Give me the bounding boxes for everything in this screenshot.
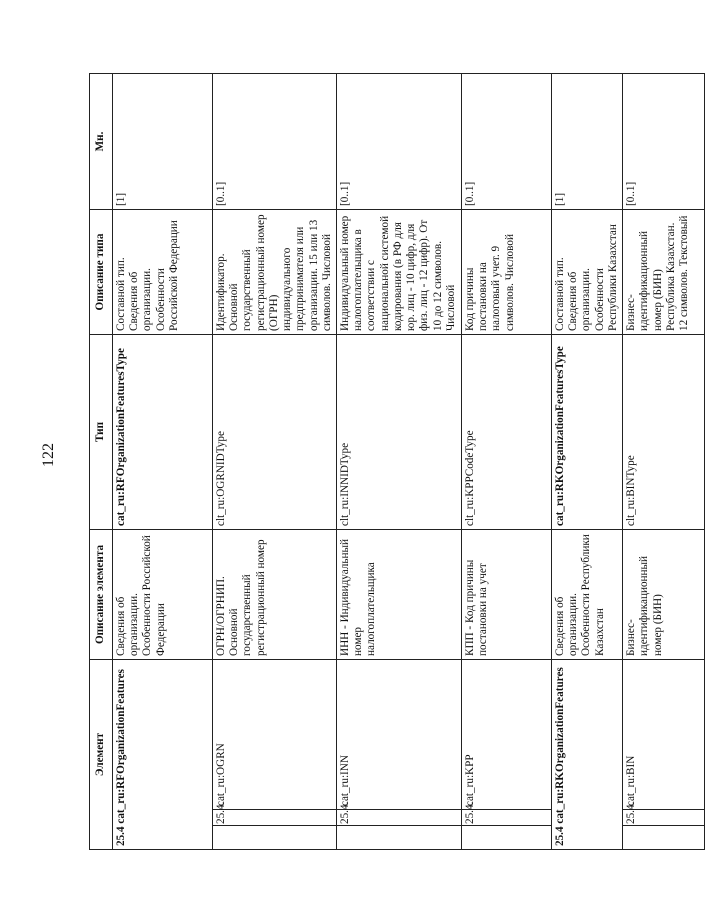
rotated-table-container xyxy=(89,74,690,850)
type-name: clt_ru:OGRNIDType xyxy=(213,334,337,529)
element-name-cell xyxy=(551,659,622,849)
header-type: Тип xyxy=(90,334,113,529)
multiplicity: [1] xyxy=(551,73,622,209)
element-name: cat_ru:BIN xyxy=(623,659,705,809)
type-name: clt_ru:BINType xyxy=(623,334,705,529)
row-number: 25.4. xyxy=(336,810,461,826)
indent-cell xyxy=(623,826,705,850)
type-name: clt_ru:INNIDType xyxy=(336,334,461,529)
row-number: 25.4 xyxy=(553,823,566,846)
element-description: Бизнес-идентификационный номер (БИН) xyxy=(623,529,705,659)
header-element: Элемент xyxy=(90,659,113,849)
element-name: cat_ru:RKOrganizationFeatures xyxy=(553,667,566,824)
element-description: Сведения об организации. Особенности Республики Казахстан xyxy=(551,529,622,659)
table-row xyxy=(113,73,213,849)
element-name: cat_ru:KPP xyxy=(461,659,551,809)
element-name: cat_ru:INN xyxy=(336,659,461,809)
header-multiplicity: Мн. xyxy=(90,73,113,209)
table-row xyxy=(213,73,337,849)
table-row xyxy=(461,73,551,849)
table-row xyxy=(336,73,461,849)
multiplicity: [1] xyxy=(113,73,213,209)
type-description: Идентификатор. Основной государственный регистрационный номер (ОГРН) индивидуального предпринимателя или организации. 15 или 13 символов. Числовой xyxy=(213,209,337,334)
table-row xyxy=(623,73,705,849)
header-element-description: Описание элемента xyxy=(90,529,113,659)
type-name: cat_ru:RKOrganizationFeaturesType xyxy=(551,334,622,529)
multiplicity: [0..1] xyxy=(461,73,551,209)
table-header-row xyxy=(90,73,113,849)
row-number: 25.4 xyxy=(115,823,127,846)
element-description: Сведения об организации. Особенности Российской Федерации xyxy=(113,529,213,659)
row-number: 25.4. xyxy=(213,810,337,826)
type-description: Составной тип. Сведения об организации. Особенности Республики Казахстан xyxy=(551,209,622,334)
type-description: Бизнес-идентификационный номер (БИН) Республика Казахстан. 12 символов. Текстовый xyxy=(623,209,705,334)
row-number: 25.4. xyxy=(623,810,705,826)
multiplicity: [0..1] xyxy=(213,73,337,209)
table-row xyxy=(551,73,622,849)
header-type-description: Описание типа xyxy=(90,209,113,334)
page-number: 122 xyxy=(40,443,57,467)
element-name-cell xyxy=(113,659,213,849)
indent-cell xyxy=(461,826,551,850)
element-name: cat_ru:RFOrganizationFeatures xyxy=(115,669,127,824)
element-description: ОГРН/ОГРНИП. Основной государственный регистрационный номер xyxy=(213,529,337,659)
multiplicity: [0..1] xyxy=(336,73,461,209)
elements-table xyxy=(89,73,705,850)
multiplicity: [0..1] xyxy=(623,73,705,209)
row-number: 25.4. xyxy=(461,810,551,826)
element-description: ИНН - Индивидуальный номер налогоплательщика xyxy=(336,529,461,659)
indent-cell xyxy=(336,826,461,850)
type-description: Составной тип. Сведения об организации. Особенности Российской Федерации xyxy=(113,209,213,334)
type-description: Код причины постановки на налоговый учет. 9 символов. Числовой xyxy=(461,209,551,334)
element-description: КПП - Код причины постановки на учет xyxy=(461,529,551,659)
type-name: cat_ru:RFOrganizationFeaturesType xyxy=(113,334,213,529)
indent-cell xyxy=(213,826,337,850)
type-name: clt_ru:KPPCodeType xyxy=(461,334,551,529)
document-table-region xyxy=(89,74,690,850)
type-description: Индивидуальный номер налогоплательщика в соответствии с национальной системой кодирования (в РФ для юр. лиц - 10 цифр, для физ. лиц - 12 цифр). От 10 до 12 символов. Числовой xyxy=(336,209,461,334)
element-name: cat_ru:OGRN xyxy=(213,659,337,809)
